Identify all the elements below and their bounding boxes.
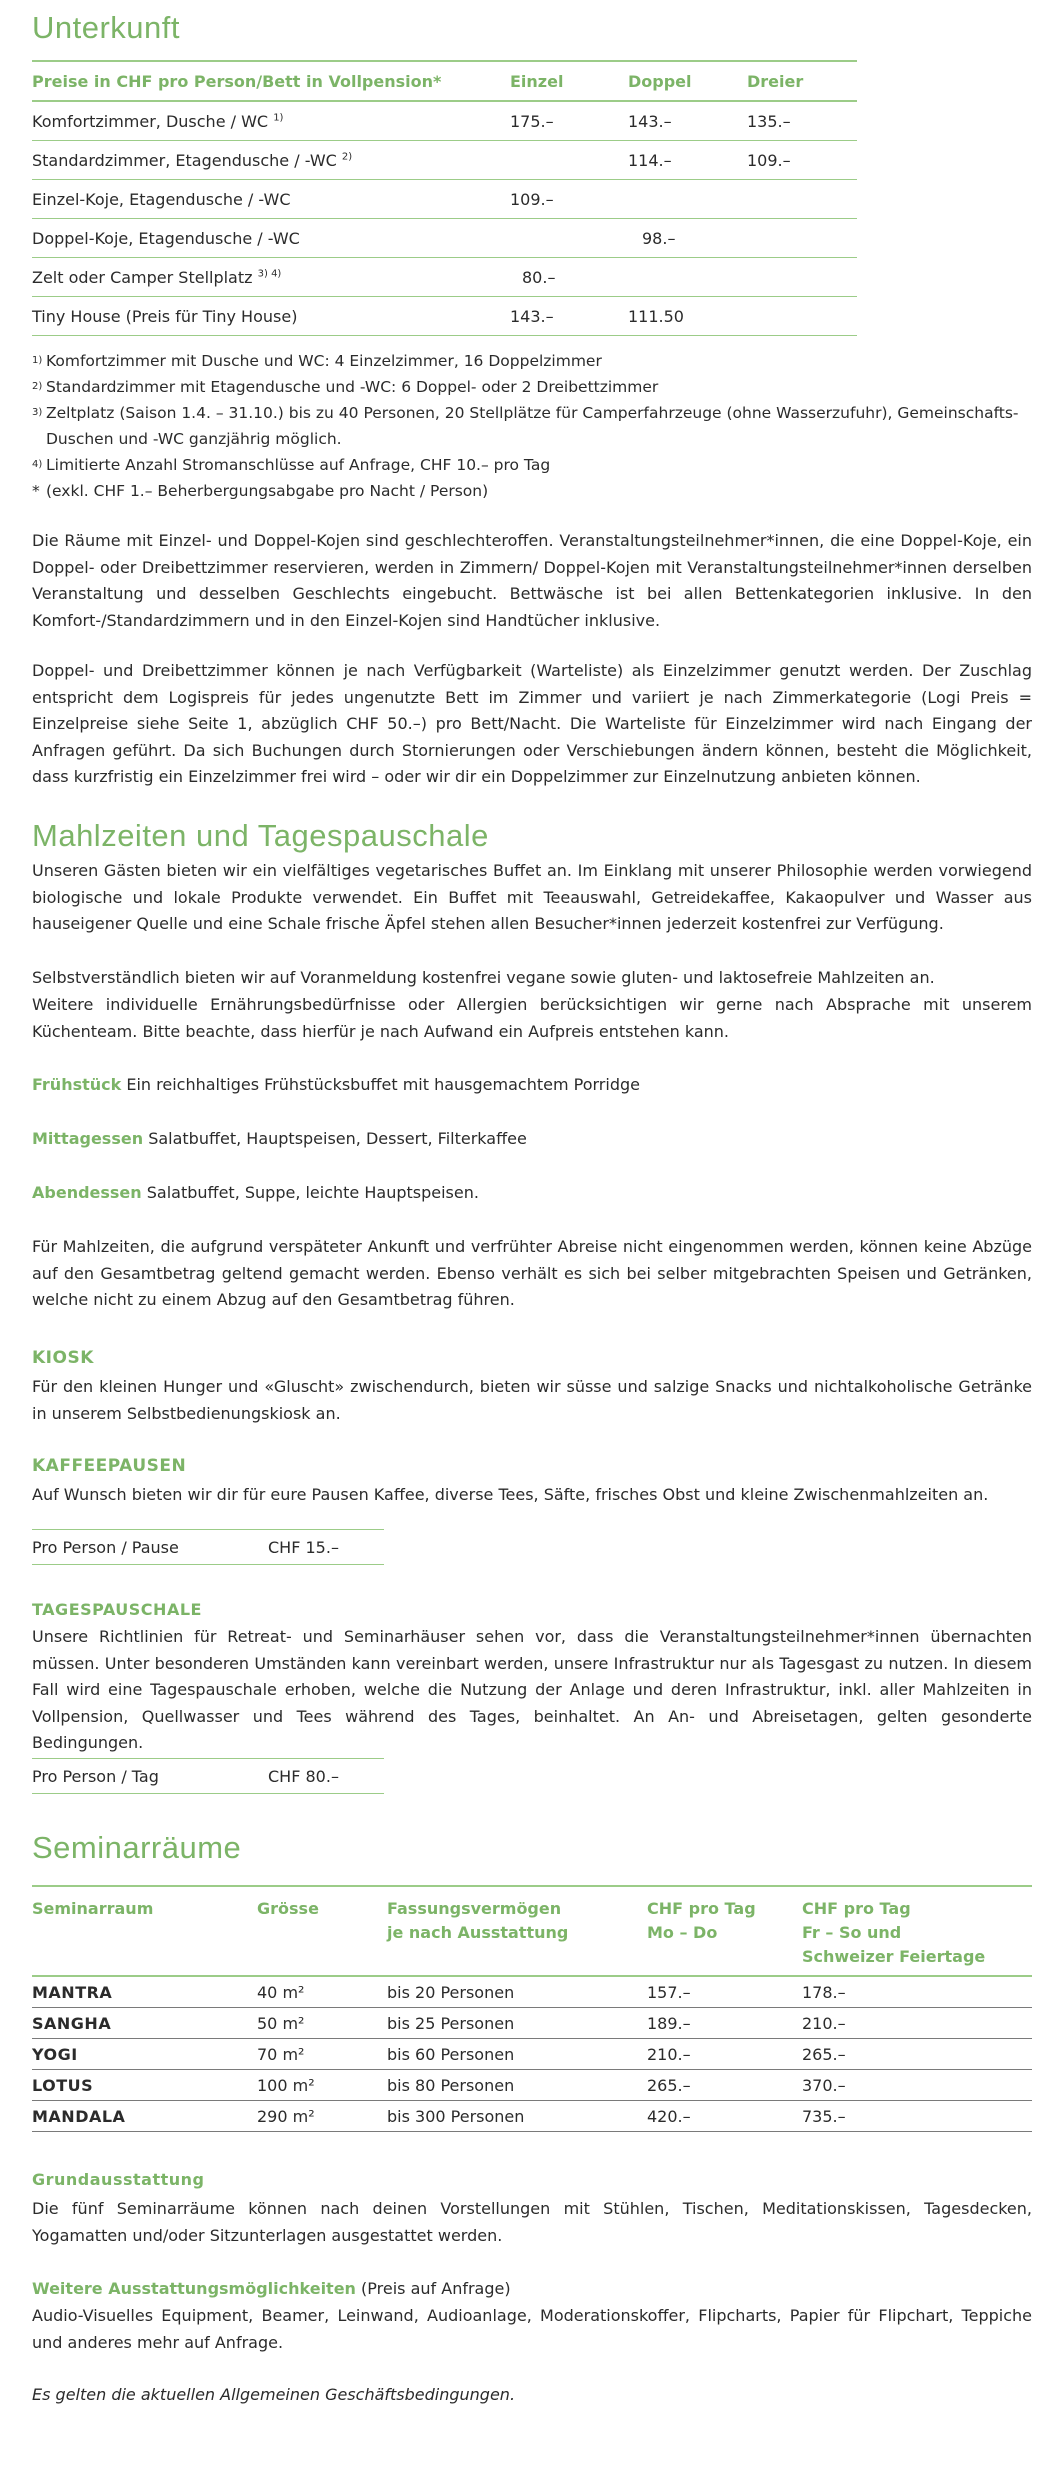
header-cell: Preise in CHF pro Person/Bett in Vollpension* bbox=[32, 61, 510, 101]
header-cell: Dreier bbox=[747, 61, 857, 101]
paragraph-kaffeepausen: Auf Wunsch bieten wir dir für eure Pausen Kaffee, diverse Tees, Säfte, frisches Obst und kleine Zwischenmahlzeiten an. bbox=[32, 1485, 989, 1504]
heading-mahlzeiten: Mahlzeiten und Tagespauschale bbox=[32, 818, 489, 853]
meal-breakfast bbox=[32, 1072, 1032, 1099]
footnote-text: (exkl. CHF 1.– Beherbergungsabgabe pro Nacht / Person) bbox=[46, 482, 489, 500]
room-size: 100 m² bbox=[257, 2070, 387, 2101]
header-cell: Einzel bbox=[510, 61, 628, 101]
price-doppel: 111.50 bbox=[628, 297, 747, 336]
price-einzel bbox=[510, 219, 628, 258]
room-name: MANDALA bbox=[32, 2101, 257, 2132]
table-row bbox=[32, 219, 857, 258]
coffee-price-table bbox=[32, 1529, 384, 1565]
paragraph-deduction: Für Mahlzeiten, die aufgrund verspäteter Ankunft und verfrühter Abreise nicht eingenommen werden, können keine Abzüge auf den Gesamtbetrag geltend gemacht werden. Ebenso verhält es sich bei selber mitgebrachten Speisen und Getränken, welche nicht zu einem Abzug auf den Gesamtbetrag führen. bbox=[32, 1237, 1032, 1309]
room-capacity: bis 60 Personen bbox=[387, 2039, 647, 2070]
header-line: Seminarraum bbox=[32, 1899, 154, 1918]
meal-lunch bbox=[32, 1126, 1032, 1153]
price-label: Pro Person / Pause bbox=[32, 1530, 268, 1565]
price-week: 420.– bbox=[647, 2101, 802, 2132]
table-row bbox=[32, 2070, 1032, 2101]
room-capacity: bis 20 Personen bbox=[387, 1976, 647, 2008]
room-label-text: Standardzimmer, Etagendusche / -WC bbox=[32, 150, 337, 170]
price-week: 189.– bbox=[647, 2008, 802, 2039]
day-price-table bbox=[32, 1758, 384, 1794]
footnote bbox=[32, 348, 1032, 374]
table-row bbox=[32, 1976, 1032, 2008]
price-weekend: 735.– bbox=[802, 2101, 1032, 2132]
footnote-mark: 3) bbox=[32, 407, 43, 418]
room-size: 70 m² bbox=[257, 2039, 387, 2070]
meal-label: Mittagessen bbox=[32, 1129, 144, 1148]
meal-text: Salatbuffet, Suppe, leichte Hauptspeisen. bbox=[146, 1183, 479, 1202]
price-doppel: 98.– bbox=[628, 219, 747, 258]
room-label bbox=[32, 258, 510, 297]
paragraph-buffet: Unseren Gästen bieten wir ein vielfältiges vegetarisches Buffet an. Im Einklang mit unserer Philosophie werden vorwiegend biologische und lokale Produkte verwendet. Ein Buffet mit Teeauswahl, Getreidekaffee, Kakaopulver und Wasser aus hauseigener Quelle und eine Schale frische Äpfel stehen allen Besucher*innen jederzeit kostenfrei zur Verfügung. bbox=[32, 861, 1032, 933]
header-line: CHF pro Tag bbox=[802, 1899, 911, 1918]
header-line: CHF pro Tag bbox=[647, 1899, 756, 1918]
header-cell bbox=[802, 1886, 1032, 1976]
price-dreier bbox=[747, 258, 857, 297]
room-label bbox=[32, 180, 510, 219]
terms-note: Es gelten die aktuellen Allgemeinen Geschäftsbedingungen. bbox=[32, 2385, 516, 2404]
seminar-room-table bbox=[32, 1885, 1032, 2132]
price-einzel: 80.– bbox=[510, 258, 628, 297]
price-einzel: 175.– bbox=[510, 101, 628, 141]
paragraph-vegan: Selbstverständlich bieten wir auf Voranmeldung kostenfrei vegane sowie gluten- und laktosefreie Mahlzeiten an. bbox=[32, 968, 935, 987]
footnote bbox=[32, 374, 1032, 400]
price-einzel: 109.– bbox=[510, 180, 628, 219]
header-cell bbox=[647, 1886, 802, 1976]
price-dreier: 135.– bbox=[747, 101, 857, 141]
paragraph-tagespauschale: Unsere Richtlinien für Retreat- und Seminarhäuser sehen vor, dass die Veranstaltungsteilnehmer*innen übernachten müssen. Unter besonderen Umständen kann vereinbart werden, unsere Infrastruktur nur als Tagesgast zu nutzen. In diesem Fall wird eine Tagespauschale erhoben, welche die Nutzung der Anlage und deren Infrastruktur, inkl. aller Mahlzeiten in Vollpension, Quellwasser und Tees während des Tages, beinhaltet. An An- und Abreisetagen, gelten gesonderte Bedingungen. bbox=[32, 1627, 1032, 1752]
room-label-text: Tiny House (Preis für Tiny House) bbox=[32, 306, 298, 326]
paragraph-weitere: Audio-Visuelles Equipment, Beamer, Leinwand, Audioanlage, Moderationskoffer, Flipcharts, Papier für Flipchart, Teppiche und anderes mehr auf Anfrage. bbox=[32, 2306, 1032, 2352]
footnote-ref: 2) bbox=[341, 151, 353, 163]
room-label bbox=[32, 141, 510, 180]
price-weekend: 210.– bbox=[802, 2008, 1032, 2039]
paragraph-rooms: Die Räume mit Einzel- und Doppel-Kojen sind geschlechteroffen. Veranstaltungsteilnehmer*innen, die eine Doppel-Koje, ein Doppel- oder Dreibettzimmer reservieren, werden in Zimmern/ Doppel-Kojen mit Veranstaltungsteilnehmer*innen derselben Veranstaltung und desselben Geschlechts eingebucht. Bettwäsche ist bei allen Bettenkategorien inklusive. In den Komfort-/Standardzimmern und in den Einzel-Kojen sind Handtücher inklusive. bbox=[32, 531, 1032, 630]
seminar-header-row bbox=[32, 1886, 1032, 1976]
table-row bbox=[32, 258, 857, 297]
room-label-text: Komfortzimmer, Dusche / WC bbox=[32, 111, 269, 131]
subheading-kaffeepausen: KAFFEEPAUSEN bbox=[32, 1456, 187, 1476]
room-name: YOGI bbox=[32, 2039, 257, 2070]
meal-label: Frühstück bbox=[32, 1075, 122, 1094]
footnote-text: Limitierte Anzahl Stromanschlüsse auf Anfrage, CHF 10.– pro Tag bbox=[46, 456, 551, 474]
price-doppel: 143.– bbox=[628, 101, 747, 141]
heading-unterkunft: Unterkunft bbox=[32, 10, 181, 45]
header-line: Fr – So und bbox=[802, 1923, 902, 1942]
subheading-grundausstattung: Grundausstattung bbox=[32, 2170, 205, 2189]
price-week: 265.– bbox=[647, 2070, 802, 2101]
room-label bbox=[32, 219, 510, 258]
room-size: 290 m² bbox=[257, 2101, 387, 2132]
table-row bbox=[32, 1530, 384, 1565]
extra-equipment-heading bbox=[32, 2276, 1032, 2303]
meal-text: Salatbuffet, Hauptspeisen, Dessert, Filterkaffee bbox=[148, 1129, 527, 1148]
price-label: Pro Person / Tag bbox=[32, 1759, 268, 1794]
footnote-mark: 1) bbox=[32, 355, 43, 366]
footnote bbox=[32, 478, 1032, 504]
price-weekend: 178.– bbox=[802, 1976, 1032, 2008]
price-dreier bbox=[747, 297, 857, 336]
subheading-tagespauschale: TAGESPAUSCHALE bbox=[32, 1600, 202, 1619]
heading-seminarraeume: Seminarräume bbox=[32, 1830, 242, 1865]
price-doppel bbox=[628, 180, 747, 219]
table-row bbox=[32, 1759, 384, 1794]
paragraph-kiosk: Für den kleinen Hunger und «Gluscht» zwischendurch, bieten wir süsse und salzige Snacks und nichtalkoholische Getränke in unserem Selbstbedienungskiosk an. bbox=[32, 1377, 1032, 1423]
room-label bbox=[32, 101, 510, 141]
header-cell bbox=[387, 1886, 647, 1976]
price-einzel: 143.– bbox=[510, 297, 628, 336]
footnote bbox=[32, 400, 1032, 452]
price-doppel: 114.– bbox=[628, 141, 747, 180]
footnote-mark: * bbox=[32, 482, 40, 500]
header-line: Fassungsvermögen bbox=[387, 1899, 562, 1918]
footnote-mark: 4) bbox=[32, 459, 43, 470]
room-capacity: bis 25 Personen bbox=[387, 2008, 647, 2039]
price-dreier bbox=[747, 219, 857, 258]
header-line: Mo – Do bbox=[647, 1923, 718, 1942]
paragraph-grundausstattung: Die fünf Seminarräume können nach deinen Vorstellungen mit Stühlen, Tischen, Meditationskissen, Tagesdecken, Yogamatten und/oder Sitzunterlagen ausgestattet werden. bbox=[32, 2199, 1032, 2245]
header-cell: Doppel bbox=[628, 61, 747, 101]
room-name: LOTUS bbox=[32, 2070, 257, 2101]
meal-dinner bbox=[32, 1180, 1032, 1207]
room-label-text: Zelt oder Camper Stellplatz bbox=[32, 267, 253, 287]
room-label-text: Doppel-Koje, Etagendusche / -WC bbox=[32, 228, 300, 248]
price-note: (Preis auf Anfrage) bbox=[361, 2279, 511, 2298]
header-line: Grösse bbox=[257, 1899, 319, 1918]
room-size: 40 m² bbox=[257, 1976, 387, 2008]
price-week: 210.– bbox=[647, 2039, 802, 2070]
header-cell bbox=[257, 1886, 387, 1976]
room-label bbox=[32, 297, 510, 336]
room-name: MANTRA bbox=[32, 1976, 257, 2008]
price-value: CHF 80.– bbox=[268, 1759, 384, 1794]
price-dreier bbox=[747, 180, 857, 219]
subheading-weitere: Weitere Ausstattungsmöglichkeiten bbox=[32, 2279, 356, 2298]
price-dreier: 109.– bbox=[747, 141, 857, 180]
price-value: CHF 15.– bbox=[268, 1530, 384, 1565]
subheading-kiosk: KIOSK bbox=[32, 1348, 94, 1368]
header-cell bbox=[32, 1886, 257, 1976]
table-row bbox=[32, 101, 857, 141]
price-einzel bbox=[510, 141, 628, 180]
meal-text: Ein reichhaltiges Frühstücksbuffet mit hausgemachtem Porridge bbox=[126, 1075, 640, 1094]
footnotes bbox=[32, 348, 1032, 504]
accommodation-header-row bbox=[32, 61, 857, 101]
accommodation-price-table bbox=[32, 60, 857, 336]
price-week: 157.– bbox=[647, 1976, 802, 2008]
footnote bbox=[32, 452, 1032, 478]
meal-label: Abendessen bbox=[32, 1183, 142, 1202]
footnote-text: Zeltplatz (Saison 1.4. – 31.10.) bis zu 40 Personen, 20 Stellplätze für Camperfahrzeuge (ohne Wasserzufuhr), Gemeinschafts-Duschen und -WC ganzjährig möglich. bbox=[46, 404, 1019, 448]
room-size: 50 m² bbox=[257, 2008, 387, 2039]
header-line: Schweizer Feiertage bbox=[802, 1947, 986, 1966]
room-capacity: bis 300 Personen bbox=[387, 2101, 647, 2132]
price-doppel bbox=[628, 258, 747, 297]
footnote-text: Standardzimmer mit Etagendusche und -WC: 6 Doppel- oder 2 Dreibettzimmer bbox=[46, 378, 659, 396]
table-row bbox=[32, 297, 857, 336]
table-row bbox=[32, 2039, 1032, 2070]
footnote-ref: 3) 4) bbox=[257, 268, 282, 280]
paragraph-single-use: Doppel- und Dreibettzimmer können je nach Verfügbarkeit (Warteliste) als Einzelzimmer genutzt werden. Der Zuschlag entspricht dem Logispreis für jedes ungenutzte Bett im Zimmer und variiert je nach Zimmerkategorie (Logi Preis = Einzelpreise siehe Seite 1, abzüglich CHF 50.–) pro Bett/Nacht. Die Warteliste für Einzelzimmer wird nach Eingang der Anfragen geführt. Da sich Buchungen durch Stornierungen oder Verschiebungen ändern können, besteht die Möglichkeit, dass kurzfristig ein Einzelzimmer frei wird – oder wir dir ein Doppelzimmer zur Einzelnutzung anbieten können. bbox=[32, 661, 1032, 786]
price-weekend: 265.– bbox=[802, 2039, 1032, 2070]
paragraph-allergies: Weitere individuelle Ernährungsbedürfnisse oder Allergien berücksichtigen wir gerne nach Absprache mit unserem Küchenteam. Bitte beachte, dass hierfür je nach Aufwand ein Aufpreis entstehen kann. bbox=[32, 995, 1032, 1041]
header-line: je nach Ausstattung bbox=[387, 1923, 569, 1942]
room-capacity: bis 80 Personen bbox=[387, 2070, 647, 2101]
footnote-ref: 1) bbox=[273, 112, 284, 124]
room-name: SANGHA bbox=[32, 2008, 257, 2039]
footnote-mark: 2) bbox=[32, 381, 43, 392]
footnote-text: Komfortzimmer mit Dusche und WC: 4 Einzelzimmer, 16 Doppelzimmer bbox=[46, 352, 602, 370]
table-row bbox=[32, 2101, 1032, 2132]
room-label-text: Einzel-Koje, Etagendusche / -WC bbox=[32, 189, 291, 209]
table-row bbox=[32, 2008, 1032, 2039]
price-weekend: 370.– bbox=[802, 2070, 1032, 2101]
table-row bbox=[32, 180, 857, 219]
table-row bbox=[32, 141, 857, 180]
